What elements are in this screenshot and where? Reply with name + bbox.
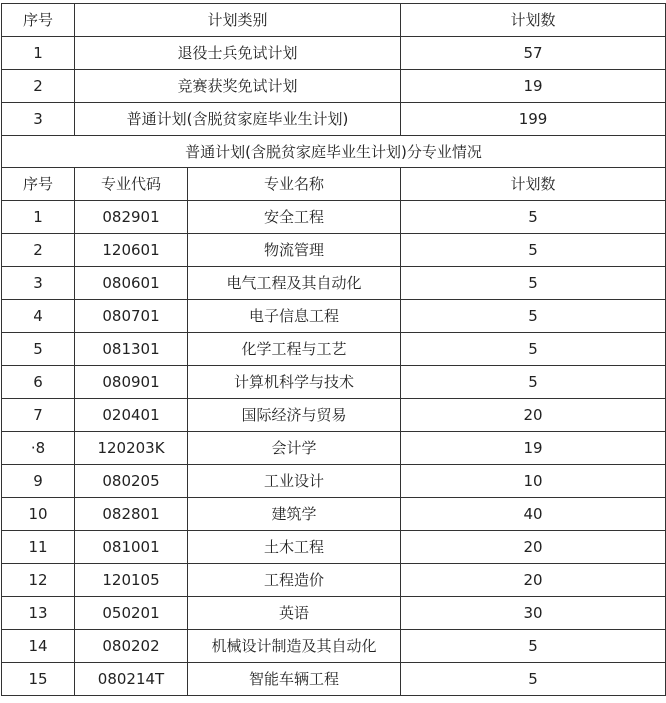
major-count: 19 bbox=[401, 432, 666, 465]
summary-row bbox=[2, 103, 666, 136]
major-count: 20 bbox=[401, 564, 666, 597]
major-row bbox=[2, 201, 666, 234]
section-title-row bbox=[2, 136, 666, 168]
major-index: 9 bbox=[2, 465, 75, 498]
summary-header-row bbox=[2, 4, 666, 37]
major-row bbox=[2, 531, 666, 564]
header-index: 序号 bbox=[2, 4, 75, 37]
major-row bbox=[2, 366, 666, 399]
major-name: 工业设计 bbox=[188, 465, 401, 498]
major-name: 化学工程与工艺 bbox=[188, 333, 401, 366]
major-code: 080701 bbox=[75, 300, 188, 333]
major-index: 10 bbox=[2, 498, 75, 531]
major-count: 5 bbox=[401, 267, 666, 300]
major-index: 6 bbox=[2, 366, 75, 399]
major-code: 020401 bbox=[75, 399, 188, 432]
major-code: 082901 bbox=[75, 201, 188, 234]
majors-header-row bbox=[2, 168, 666, 201]
major-code: 120105 bbox=[75, 564, 188, 597]
summary-row bbox=[2, 70, 666, 103]
major-code: 081301 bbox=[75, 333, 188, 366]
major-count: 5 bbox=[401, 234, 666, 267]
enrollment-plan-table bbox=[1, 3, 666, 696]
major-index: 11 bbox=[2, 531, 75, 564]
major-index: 3 bbox=[2, 267, 75, 300]
major-code: 080205 bbox=[75, 465, 188, 498]
major-name: 电子信息工程 bbox=[188, 300, 401, 333]
major-row bbox=[2, 267, 666, 300]
major-row bbox=[2, 663, 666, 696]
major-name: 土木工程 bbox=[188, 531, 401, 564]
major-name: 工程造价 bbox=[188, 564, 401, 597]
major-row bbox=[2, 300, 666, 333]
major-row bbox=[2, 333, 666, 366]
major-count: 5 bbox=[401, 201, 666, 234]
header-code: 专业代码 bbox=[75, 168, 188, 201]
major-name: 英语 bbox=[188, 597, 401, 630]
major-index: 12 bbox=[2, 564, 75, 597]
major-row bbox=[2, 432, 666, 465]
major-count: 20 bbox=[401, 531, 666, 564]
major-name: 电气工程及其自动化 bbox=[188, 267, 401, 300]
section-title: 普通计划(含脱贫家庭毕业生计划)分专业情况 bbox=[2, 136, 666, 168]
summary-count: 199 bbox=[401, 103, 666, 136]
major-code: 080214T bbox=[75, 663, 188, 696]
major-name: 物流管理 bbox=[188, 234, 401, 267]
major-index: 5 bbox=[2, 333, 75, 366]
major-index: 1 bbox=[2, 201, 75, 234]
major-count: 30 bbox=[401, 597, 666, 630]
header-count: 计划数 bbox=[401, 4, 666, 37]
major-code: 120601 bbox=[75, 234, 188, 267]
major-index: 4 bbox=[2, 300, 75, 333]
major-name: 建筑学 bbox=[188, 498, 401, 531]
major-count: 5 bbox=[401, 333, 666, 366]
major-count: 40 bbox=[401, 498, 666, 531]
header-name: 专业名称 bbox=[188, 168, 401, 201]
summary-category: 竞赛获奖免试计划 bbox=[75, 70, 401, 103]
major-code: 080601 bbox=[75, 267, 188, 300]
summary-count: 57 bbox=[401, 37, 666, 70]
major-index: 15 bbox=[2, 663, 75, 696]
major-code: 080901 bbox=[75, 366, 188, 399]
major-count: 10 bbox=[401, 465, 666, 498]
major-index: 13 bbox=[2, 597, 75, 630]
major-index: ·8 bbox=[2, 432, 75, 465]
summary-category: 普通计划(含脱贫家庭毕业生计划) bbox=[75, 103, 401, 136]
major-name: 会计学 bbox=[188, 432, 401, 465]
major-index: 7 bbox=[2, 399, 75, 432]
major-count: 5 bbox=[401, 663, 666, 696]
major-row bbox=[2, 465, 666, 498]
header-index: 序号 bbox=[2, 168, 75, 201]
header-count: 计划数 bbox=[401, 168, 666, 201]
summary-index: 2 bbox=[2, 70, 75, 103]
summary-index: 1 bbox=[2, 37, 75, 70]
major-name: 国际经济与贸易 bbox=[188, 399, 401, 432]
major-row bbox=[2, 234, 666, 267]
major-index: 14 bbox=[2, 630, 75, 663]
major-row bbox=[2, 564, 666, 597]
major-name: 智能车辆工程 bbox=[188, 663, 401, 696]
summary-category: 退役士兵免试计划 bbox=[75, 37, 401, 70]
major-count: 5 bbox=[401, 300, 666, 333]
major-code: 080202 bbox=[75, 630, 188, 663]
summary-row bbox=[2, 37, 666, 70]
header-category: 计划类别 bbox=[75, 4, 401, 37]
major-code: 082801 bbox=[75, 498, 188, 531]
major-code: 120203K bbox=[75, 432, 188, 465]
major-row bbox=[2, 597, 666, 630]
major-row bbox=[2, 498, 666, 531]
summary-count: 19 bbox=[401, 70, 666, 103]
major-name: 安全工程 bbox=[188, 201, 401, 234]
major-code: 050201 bbox=[75, 597, 188, 630]
major-count: 5 bbox=[401, 630, 666, 663]
major-name: 机械设计制造及其自动化 bbox=[188, 630, 401, 663]
major-index: 2 bbox=[2, 234, 75, 267]
major-count: 5 bbox=[401, 366, 666, 399]
major-row bbox=[2, 630, 666, 663]
summary-index: 3 bbox=[2, 103, 75, 136]
major-count: 20 bbox=[401, 399, 666, 432]
major-code: 081001 bbox=[75, 531, 188, 564]
major-name: 计算机科学与技术 bbox=[188, 366, 401, 399]
major-row bbox=[2, 399, 666, 432]
